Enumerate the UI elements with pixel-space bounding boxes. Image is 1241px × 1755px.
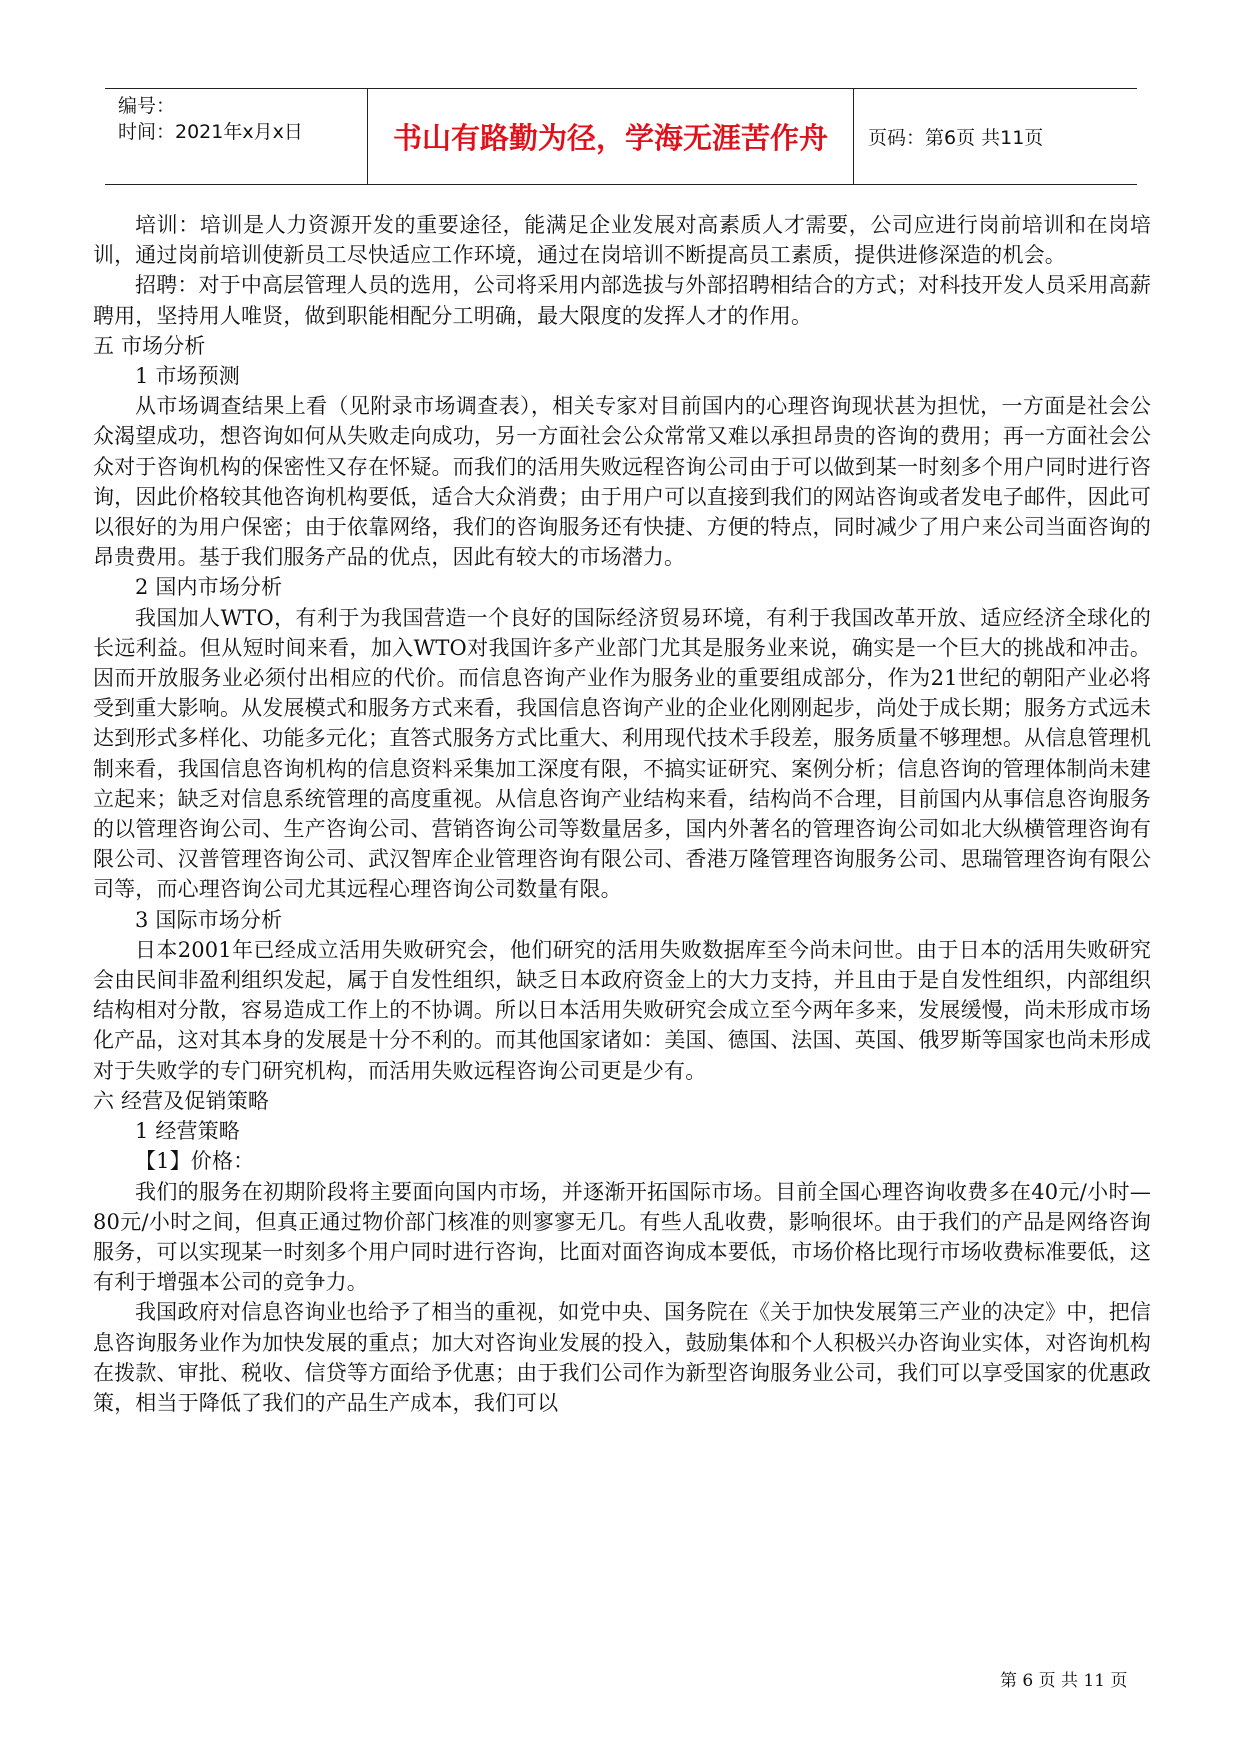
- paragraph: 1 市场预测: [135, 364, 240, 389]
- paragraph: 我们的服务在初期阶段将主要面向国内市场，并逐渐开拓国际市场。目前全国心理咨询收费多在40元/小时—80元/小时之间，但真正通过物价部门核准的则寥寥无几。有些人乱收费，影响很坏。由于我们的产品是网络咨询服务，可以实现某一时刻多个用户同时进行咨询，比面对面咨询成本要低，市场价格比现行市场收费标准要低，这有利于增强本公司的竞争力。: [93, 1179, 1151, 1295]
- paragraph: 五 市场分析: [93, 333, 206, 358]
- header-page-code: 页码：第6页 共11页: [868, 127, 1044, 149]
- document-header: [105, 88, 1137, 185]
- paragraph: 我国政府对信息咨询业也给予了相当的重视，如党中央、国务院在《关于加快发展第三产业的决定》中，把信息咨询服务业作为加快发展的重点；加大对咨询业发展的投入，鼓励集体和个人积极兴办咨询业实体，对咨询机构在拨款、审批、税收、信贷等方面给予优惠；由于我们公司作为新型咨询服务业公司，我们可以享受国家的优惠政策，相当于降低了我们的产品生产成本，我们可以: [93, 1300, 1151, 1415]
- paragraph: 【1】价格：: [135, 1149, 255, 1174]
- paragraph: 六 经营及促销策略: [93, 1088, 270, 1113]
- paragraph: 培训：培训是人力资源开发的重要途径，能满足企业发展对高素质人才需要，公司应进行岗前培训和在岗培训，通过岗前培训使新员工尽快适应工作环境，通过在岗培训不断提高员工素质，提供进修深造的机会。: [93, 213, 1151, 268]
- paragraph: 3 国际市场分析: [135, 907, 283, 932]
- paragraph: 2 国内市场分析: [135, 575, 283, 600]
- paragraph: 招聘：对于中高层管理人员的选用，公司将采用内部选拔与外部招聘相结合的方式；对科技开发人员采用高薪聘用，坚持用人唯贤，做到职能相配分工明确，最大限度的发挥人才的作用。: [93, 273, 1151, 328]
- header-meta: [105, 89, 368, 184]
- paragraph: 1 经营策略: [135, 1119, 240, 1144]
- page-footer: 第 6 页 共 11 页: [1000, 1671, 1128, 1691]
- date-label: 时间：2021年x月x日: [118, 121, 303, 143]
- paragraph: 从市场调查结果上看（见附录市场调查表），相关专家对目前国内的心理咨询现状甚为担忧，一方面是社会公众渴望成功，想咨询如何从失败走向成功，另一方面社会公众常常又难以承担昂贵的咨询的费用；再一方面社会公众对于咨询机构的保密性又存在怀疑。而我们的活用失败远程咨询公司由于可以做到某一时刻多个用户同时进行咨询，因此价格较其他咨询机构要低，适合大众消费；由于用户可以直接到我们的网站咨询或者发电子邮件，因此可以很好的为用户保密；由于依靠网络，我们的咨询服务还有快捷、方便的特点，同时减少了用户来公司当面咨询的昂贵费用。基于我们服务产品的优点，因此有较大的市场潜力。: [93, 394, 1151, 570]
- paragraph: 日本2001年已经成立活用失败研究会，他们研究的活用失败数据库至今尚未问世。由于日本的活用失败研究会由民间非盈利组织发起，属于自发性组织，缺乏日本政府资金上的大力支持，并且由于是自发性组织，内部组织结构相对分散，容易造成工作上的不协调。所以日本活用失败研究会成立至今两年多来，发展缓慢，尚未形成市场化产品，这对其本身的发展是十分不利的。而其他国家诸如：美国、德国、法国、英国、俄罗斯等国家也尚未形成对于失败学的专门研究机构，而活用失败远程咨询公司更是少有。: [93, 937, 1151, 1083]
- document-body: [93, 210, 1151, 1418]
- header-motto: 书山有路勤为径，学海无涯苦作舟: [368, 89, 854, 184]
- number-label: 编号：: [118, 95, 176, 117]
- paragraph: 我国加人WTO，有利于为我国营造一个良好的国际经济贸易环境，有利于我国改革开放、适应经济全球化的长远利益。但从短时间来看，加入WTO对我国许多产业部门尤其是服务业来说，确实是一个巨大的挑战和冲击。因而开放服务业必须付出相应的代价。而信息咨询产业作为服务业的重要组成部分，作为21世纪的朝阳产业必将受到重大影响。从发展模式和服务方式来看，我国信息咨询产业的企业化刚刚起步，尚处于成长期；服务方式远未达到形式多样化、功能多元化；直答式服务方式比重大、利用现代技术手段差，服务质量不够理想。从信息管理机制来看，我国信息咨询机构的信息资料采集加工深度有限，不搞实证研究、案例分析；信息咨询的管理体制尚未建立起来；缺乏对信息系统管理的高度重视。从信息咨询产业结构来看，结构尚不合理，目前国内从事信息咨询服务的以管理咨询公司、生产咨询公司、营销咨询公司等数量居多，国内外著名的管理咨询公司如北大纵横管理咨询有限公司、汉普管理咨询公司、武汉智库企业管理咨询有限公司、香港万隆管理咨询服务公司、思瑞管理咨询有限公司等，而心理咨询公司尤其远程心理咨询公司数量有限。: [93, 605, 1151, 902]
